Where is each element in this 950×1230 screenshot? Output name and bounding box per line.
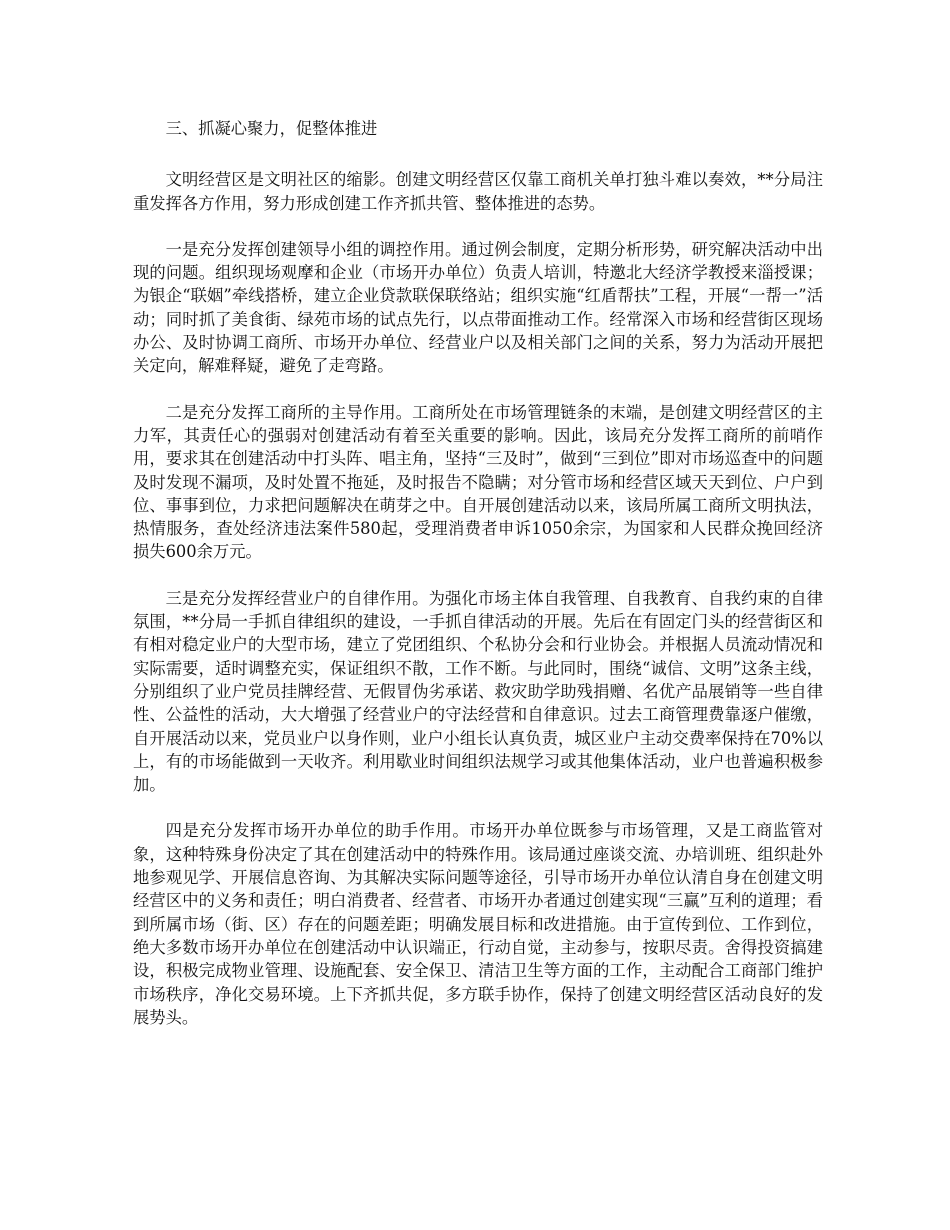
paragraph-market-organizers: 四是充分发挥市场开办单位的助手作用。市场开办单位既参与市场管理，又是工商监管对象，这种特殊身份决定了其在创建活动中的特殊作用。该局通过座谈交流、办培训班、组织赴外地参观见学、开展信息咨询、为其解决实际问题等途径，引导市场开办单位认清自身在创建文明经营区中的义务和责任；明白消费者、经营者、市场开办者通过创建实现“三赢”互利的道理；看到所属市场（街、区）存在的问题差距；明确发展目标和改进措施。由于宣传到位、工作到位，绝大多数市场开办单位在创建活动中认识端正，行动自觉，主动参与，按职尽责。舍得投资搞建设，积极完成物业管理、设施配套、安全保卫、清洁卫生等方面的工作，主动配合工商部门维护市场秩序，净化交易环境。上下齐抓共促，多方联手协作，保持了创建文明经营区活动良好的发展势头。 [133,821,823,1027]
paragraph-business-office: 二是充分发挥工商所的主导作用。工商所处在市场管理链条的末端，是创建文明经营区的主力军，其责任心的强弱对创建活动有着至关重要的影响。因此，该局充分发挥工商所的前哨作用，要求其在创建活动中打头阵、唱主角，坚持“三及时”，做到“三到位”即对市场巡查中的问题及时发现不漏项，及时处置不拖延，及时报告不隐瞒；对分管市场和经营区域天天到位、户户到位、事事到位，力求把问题解决在萌芽之中。自开展创建活动以来，该局所属工商所文明执法，热情服务，查处经济违法案件580起，受理消费者申诉1050余宗，为国家和人民群众挽回经济损失600余万元。 [133,402,823,562]
document-body [133,117,823,1052]
paragraph-intro: 文明经营区是文明社区的缩影。创建文明经营区仅靠工商机关单打独斗难以奏效，**分局注重发挥各方作用，努力形成创建工作齐抓共管、整体推进的态势。 [133,170,823,213]
paragraph-leading-group: 一是充分发挥创建领导小组的调控作用。通过例会制度，定期分析形势，研究解决活动中出现的问题。组织现场观摩和企业（市场开办单位）负责人培训，特邀北大经济学教授来淄授课；为银企“联姻”牵线搭桥，建立企业贷款联保联络站；组织实施“红盾帮扶”工程，开展“一帮一”活动；同时抓了美食街、绿苑市场的试点先行，以点带面推动工作。经常深入市场和经营街区现场办公、及时协调工商所、市场开办单位、经营业户以及相关部门之间的关系，努力为活动开展把关定向，解难释疑，避免了走弯路。 [133,239,823,376]
paragraph-operators-self-discipline: 三是充分发挥经营业户的自律作用。为强化市场主体自我管理、自我教育、自我约束的自律氛围，**分局一手抓自律组织的建设，一手抓自律活动的开展。先后在有固定门头的经营街区和有相对稳定业户的大型市场，建立了党团组织、个私协分会和行业协会。并根据人员流动情况和实际需要，适时调整充实，保证组织不散，工作不断。与此同时，围绕“诚信、文明”这条主线，分别组织了业户党员挂牌经营、无假冒伪劣承诺、救灾助学助残捐赠、名优产品展销等一些自律性、公益性的活动，大大增强了经营业户的守法经营和自律意识。过去工商管理费靠逐户催缴，自开展活动以来，党员业户以身作则，业户小组长认真负责，城区业户主动交费率保持在70%以上，有的市场能做到一天收齐。利用歇业时间组织法规学习或其他集体活动，业户也普遍积极参加。 [133,588,823,795]
section-heading: 三、抓凝心聚力，促整体推进 [165,119,378,138]
